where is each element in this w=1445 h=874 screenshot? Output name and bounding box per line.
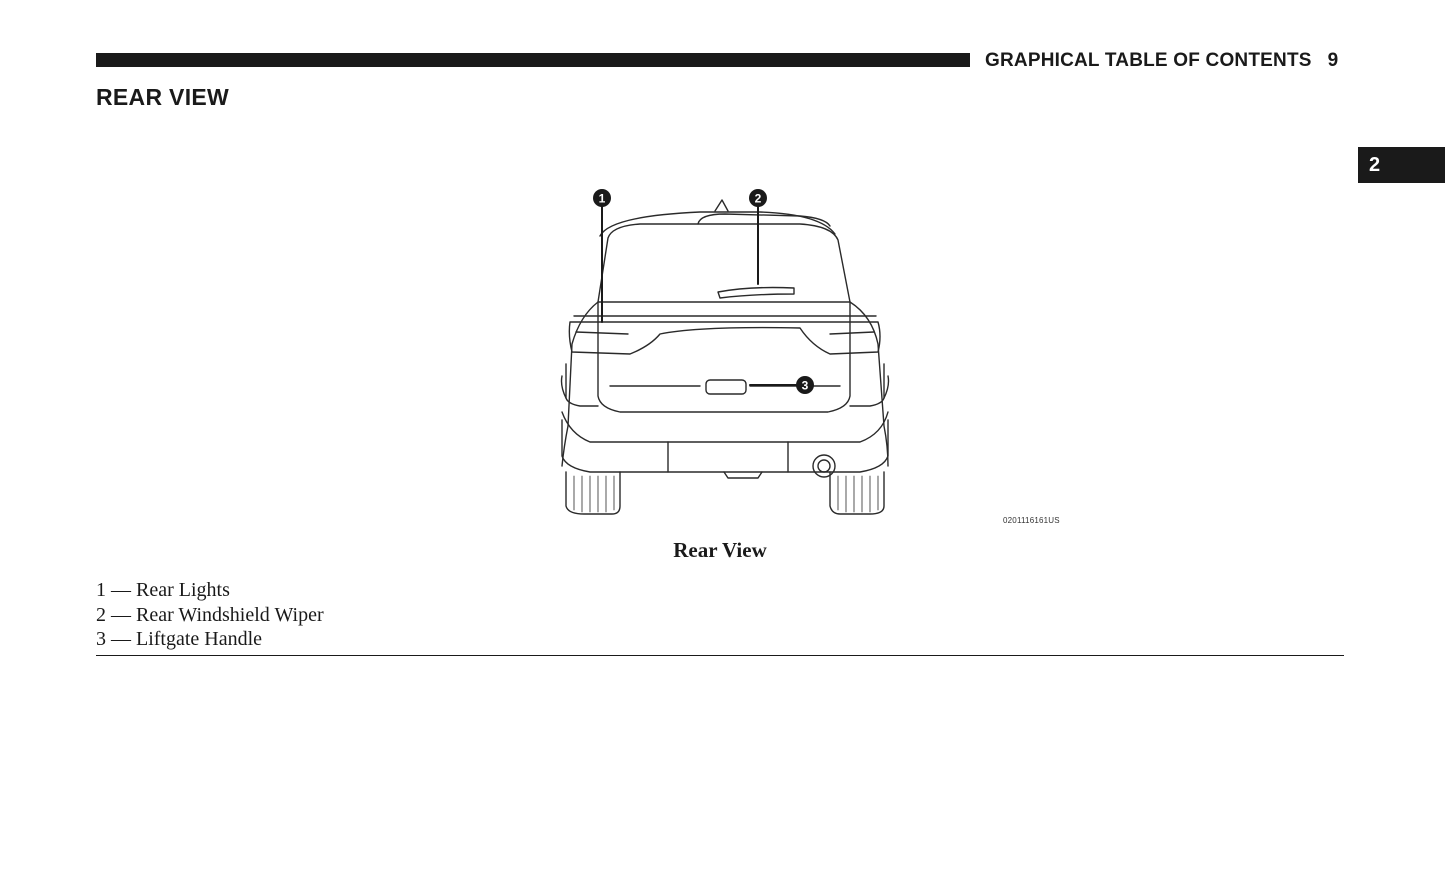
running-header xyxy=(985,50,1338,72)
callout-2-marker xyxy=(749,189,767,207)
wiper-shape xyxy=(718,288,794,299)
exhaust-shape xyxy=(813,455,835,477)
callout-3-label: 3 xyxy=(801,378,809,393)
liftgate xyxy=(598,302,850,412)
callout-3-marker xyxy=(796,376,814,394)
section-divider xyxy=(96,655,1344,656)
antenna-shape xyxy=(715,200,728,211)
page-title: REAR VIEW xyxy=(96,84,230,110)
legend-item: 3 — Liftgate Handle xyxy=(96,628,263,650)
figure-caption: Rear View xyxy=(673,538,767,562)
liftgate-handle-shape xyxy=(706,380,746,394)
callout-1-label: 1 xyxy=(598,191,606,206)
chapter-tab: 2 xyxy=(1358,147,1445,183)
callout-1-marker xyxy=(593,189,611,207)
callout-2-label: 2 xyxy=(754,191,762,206)
image-code: 0201116161US xyxy=(1003,516,1060,525)
tail-light-bar xyxy=(569,322,880,354)
rear-view-illustration xyxy=(500,176,1080,532)
header-section-label: GRAPHICAL TABLE OF CONTENTS xyxy=(985,50,1312,71)
legend-item: 2 — Rear Windshield Wiper xyxy=(96,603,324,626)
figure-legend xyxy=(96,578,324,652)
legend-item: 1 — Rear Lights xyxy=(96,579,230,601)
page-number: 9 xyxy=(1327,50,1339,71)
header-rule-bar xyxy=(96,53,970,67)
